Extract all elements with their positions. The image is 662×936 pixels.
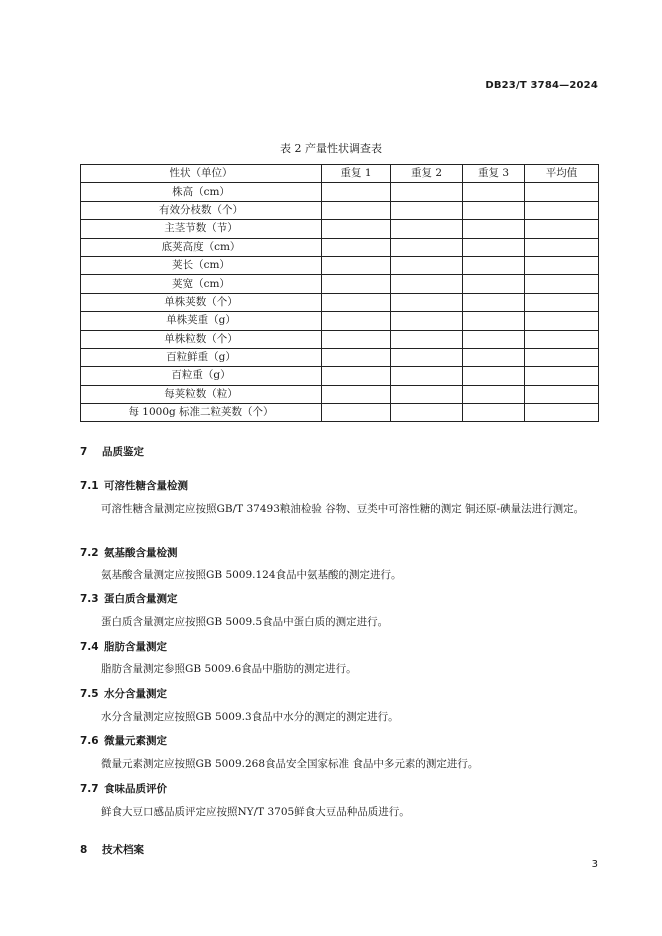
section-7-4-text: 脂肪含量测定参照GB 5009.6食品中脂肪的测定进行。 <box>101 663 357 675</box>
section-title: 技术档案 <box>102 844 144 856</box>
value-cell <box>391 220 463 238</box>
table-row <box>81 238 599 256</box>
value-cell <box>463 275 525 293</box>
value-cell <box>391 330 463 348</box>
section-7-4-heading <box>80 639 167 654</box>
section-number: 7.3 <box>80 593 99 605</box>
section-7-7-heading <box>80 781 167 796</box>
value-cell <box>391 238 463 256</box>
section-7-1-text: 可溶性糖含量测定应按照GB/T 37493粮油检验 谷物、豆类中可溶性糖的测定 铜还原-碘量法进行测定。 <box>101 503 585 515</box>
column-header: 性状（单位） <box>81 165 322 183</box>
value-cell <box>322 293 391 311</box>
value-cell <box>322 256 391 274</box>
section-7-6-text: 微量元素测定应按照GB 5009.268食品安全国家标准 食品中多元素的测定进行。 <box>101 758 479 770</box>
trait-cell: 每 1000g 标准二粒荚数（个） <box>81 404 322 422</box>
table-caption: 表 2 产量性状调查表 <box>280 142 382 155</box>
section-7-3-text: 蛋白质含量测定应按照GB 5009.5食品中蛋白质的测定进行。 <box>101 616 389 628</box>
section-number: 7.6 <box>80 735 99 747</box>
trait-cell: 百粒重（g） <box>81 367 322 385</box>
table-body <box>81 183 599 422</box>
section-title: 氨基酸含量检测 <box>104 547 178 559</box>
yield-trait-table <box>80 164 599 422</box>
table-row <box>81 183 599 201</box>
value-cell <box>525 348 599 366</box>
trait-cell: 荚宽（cm） <box>81 275 322 293</box>
value-cell <box>525 256 599 274</box>
section-number: 7.2 <box>80 547 99 559</box>
section-title: 可溶性糖含量检测 <box>104 480 188 492</box>
value-cell <box>322 312 391 330</box>
section-7-5-heading <box>80 686 167 701</box>
section-title: 水分含量测定 <box>104 688 167 700</box>
value-cell <box>463 367 525 385</box>
section-7-2-text: 氨基酸含量测定应按照GB 5009.124食品中氨基酸的测定进行。 <box>101 569 402 581</box>
table-row <box>81 312 599 330</box>
table-row <box>81 256 599 274</box>
value-cell <box>463 348 525 366</box>
value-cell <box>525 367 599 385</box>
value-cell <box>525 404 599 422</box>
value-cell <box>391 367 463 385</box>
column-header: 重复 1 <box>322 165 391 183</box>
table-row <box>81 404 599 422</box>
value-cell <box>463 385 525 403</box>
table-row <box>81 220 599 238</box>
value-cell <box>525 201 599 219</box>
trait-cell: 荚长（cm） <box>81 256 322 274</box>
value-cell <box>463 256 525 274</box>
section-number: 7 <box>80 446 88 458</box>
value-cell <box>525 220 599 238</box>
column-header: 重复 2 <box>391 165 463 183</box>
value-cell <box>525 312 599 330</box>
value-cell <box>391 404 463 422</box>
section-title: 蛋白质含量测定 <box>104 593 178 605</box>
section-7-5-text: 水分含量测定应按照GB 5009.3食品中水分的测定的测定进行。 <box>101 711 399 723</box>
value-cell <box>391 256 463 274</box>
value-cell <box>391 183 463 201</box>
value-cell <box>322 238 391 256</box>
value-cell <box>391 293 463 311</box>
value-cell <box>463 293 525 311</box>
trait-cell: 百粒鲜重（g） <box>81 348 322 366</box>
value-cell <box>391 201 463 219</box>
value-cell <box>322 367 391 385</box>
trait-cell: 单株荚重（g） <box>81 312 322 330</box>
value-cell <box>463 220 525 238</box>
trait-cell: 每荚粒数（粒） <box>81 385 322 403</box>
table-row <box>81 348 599 366</box>
value-cell <box>391 275 463 293</box>
column-header: 平均值 <box>525 165 599 183</box>
trait-cell: 株高（cm） <box>81 183 322 201</box>
section-number: 7.4 <box>80 641 99 653</box>
value-cell <box>463 183 525 201</box>
table-row <box>81 367 599 385</box>
section-number: 7.5 <box>80 688 99 700</box>
value-cell <box>322 220 391 238</box>
section-7-7-text: 鲜食大豆口感品质评定应按照NY/T 3705鲜食大豆品种品质进行。 <box>101 806 410 818</box>
section-7-1-heading <box>80 478 188 493</box>
value-cell <box>391 312 463 330</box>
value-cell <box>322 275 391 293</box>
page-number: 3 <box>591 859 598 870</box>
value-cell <box>525 330 599 348</box>
section-title: 品质鉴定 <box>102 446 144 458</box>
value-cell <box>322 201 391 219</box>
value-cell <box>463 238 525 256</box>
value-cell <box>525 385 599 403</box>
trait-cell: 有效分枝数（个） <box>81 201 322 219</box>
table-row <box>81 293 599 311</box>
value-cell <box>322 330 391 348</box>
section-7-6-heading <box>80 733 167 748</box>
section-7-heading <box>80 444 144 459</box>
trait-cell: 单株荚数（个） <box>81 293 322 311</box>
value-cell <box>322 385 391 403</box>
table-row <box>81 275 599 293</box>
section-number: 7.7 <box>80 783 99 795</box>
value-cell <box>391 348 463 366</box>
table-row <box>81 385 599 403</box>
trait-cell: 单株粒数（个） <box>81 330 322 348</box>
table-row <box>81 330 599 348</box>
section-number: 7.1 <box>80 480 99 492</box>
document-code: DB23/T 3784—2024 <box>485 80 598 91</box>
value-cell <box>463 404 525 422</box>
section-8-heading <box>80 842 144 857</box>
value-cell <box>525 238 599 256</box>
value-cell <box>525 275 599 293</box>
value-cell <box>463 201 525 219</box>
table-row <box>81 201 599 219</box>
value-cell <box>463 312 525 330</box>
section-title: 食味品质评价 <box>104 783 167 795</box>
value-cell <box>391 385 463 403</box>
section-title: 脂肪含量测定 <box>104 641 167 653</box>
value-cell <box>525 183 599 201</box>
trait-cell: 底荚高度（cm） <box>81 238 322 256</box>
value-cell <box>322 348 391 366</box>
value-cell <box>525 293 599 311</box>
trait-cell: 主茎节数（节） <box>81 220 322 238</box>
section-7-2-heading <box>80 545 178 560</box>
value-cell <box>322 183 391 201</box>
section-7-3-heading <box>80 591 178 606</box>
table-header-row <box>81 165 599 183</box>
value-cell <box>322 404 391 422</box>
section-title: 微量元素测定 <box>104 735 167 747</box>
section-number: 8 <box>80 844 88 856</box>
value-cell <box>463 330 525 348</box>
column-header: 重复 3 <box>463 165 525 183</box>
